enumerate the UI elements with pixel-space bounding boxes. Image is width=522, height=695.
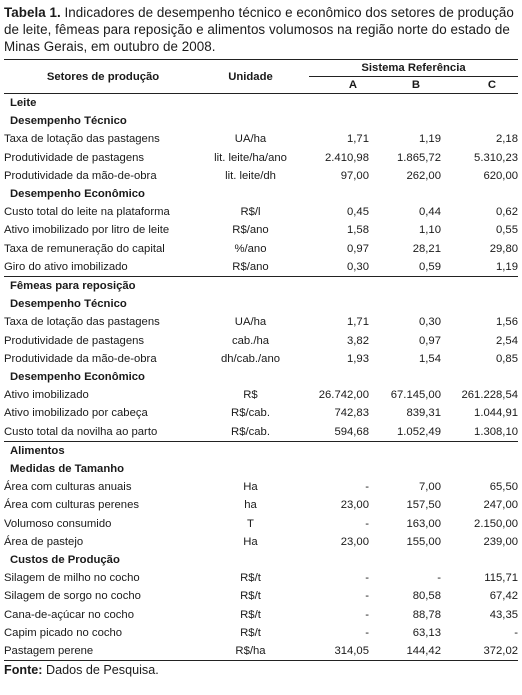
table-body [4,94,518,661]
value-b: 67.145,00 [390,389,441,402]
value-c: 372,02 [441,642,518,661]
row-label: Silagem de milho no cocho [4,572,140,585]
table-row [4,606,518,624]
value-b: 0,44 [419,206,441,219]
header-unidade: Unidade [202,60,299,94]
section-row [4,368,518,386]
row-label: Custo total da novilha ao parto [4,425,158,438]
value-b: 0,97 [419,334,441,347]
row-unit: R$/ano [232,260,269,273]
value-a: 1,93 [347,352,369,365]
row-label: Ativo imobilizado [4,389,89,402]
row-unit: T [247,517,254,530]
value-a: - [365,517,369,530]
table-row [4,386,518,404]
header-col-c: C [441,77,518,94]
table-row [4,423,518,442]
row-label: Custo total do leite na plataforma [4,206,170,219]
value-b: 1.865,72 [397,151,441,164]
value-c: 5.310,23 [474,151,519,164]
value-b: 63,13 [412,626,441,639]
row-label: Ativo imobilizado por cabeça [4,407,148,420]
value-b: 1,10 [419,224,441,237]
table-row [4,149,518,167]
value-a: 26.742,00 [318,389,369,402]
data-table [4,59,518,661]
table-row [4,533,518,551]
table-row [4,332,518,350]
value-c: 0,55 [496,224,519,237]
section-row [4,551,518,569]
row-unit: R$/t [240,590,261,603]
row-unit: R$/t [240,608,261,621]
value-b: 163,00 [406,517,441,530]
section-row [4,460,518,478]
value-c: 620,00 [483,169,519,182]
value-c: 67,42 [489,590,519,603]
value-b: 0,59 [419,260,441,273]
value-a: 742,83 [334,407,369,420]
row-label: Produtividade de pastagens [4,151,145,164]
table-row [4,569,518,587]
section-row [4,441,518,460]
value-c: 2.150,00 [474,517,519,530]
row-unit: R$ [243,389,258,402]
value-c: 247,00 [483,499,519,512]
footer-label: Fonte: [4,663,43,678]
value-a: 1,71 [347,133,369,146]
section-row [4,112,518,130]
row-label: Taxa de remuneração do capital [4,242,165,255]
header-sistema-label: Sistema Referência [309,60,518,77]
table-row [4,478,518,496]
header-setores: Setores de produção [4,60,202,94]
row-unit: Ha [243,481,258,494]
value-c: 1.308,10 [474,425,519,438]
header-col-b: B [369,77,441,94]
table-row [4,624,518,642]
value-a: 0,97 [347,242,369,255]
row-label: Cana-de-açúcar no cocho [4,608,134,621]
section-row [4,185,518,203]
row-label: Giro do ativo imobilizado [4,260,128,273]
table-row [4,404,518,422]
row-label: Produtividade da mão-de-obra [4,169,157,182]
value-b: 157,50 [406,499,441,512]
row-unit: %/ano [234,242,267,255]
section-title: Desempenho Técnico [10,298,127,311]
section-title: Desempenho Econômico [10,371,145,384]
value-c: 0,85 [496,352,519,365]
value-b: 1.052,49 [397,425,441,438]
value-a: 594,68 [334,425,369,438]
section-title: Desempenho Econômico [10,188,145,201]
table-row [4,221,518,239]
value-a: - [365,481,369,494]
row-label: Volumoso consumido [4,517,112,530]
value-c: 1,19 [496,260,519,273]
value-b: 1,19 [419,133,441,146]
value-b: 1,54 [419,352,441,365]
table-row [4,203,518,221]
value-a: - [365,590,369,603]
row-label: Área com culturas anuais [4,481,132,494]
row-label: Ativo imobilizado por litro de leite [4,224,170,237]
value-a: 1,58 [347,224,369,237]
value-b: 28,21 [412,242,441,255]
value-a: - [365,608,369,621]
value-c: 115,71 [484,572,519,585]
table-row [4,167,518,185]
row-unit: ha [244,499,257,512]
section-row [4,295,518,313]
value-b: - [437,572,441,585]
row-unit: cab./ha [231,334,270,347]
row-label: Pastagem perene [4,642,202,661]
value-c: 261.228,54 [461,389,519,402]
section-title: Custos de Produção [10,554,120,567]
footer-text: Dados de Pesquisa. [42,663,159,678]
value-b: 262,00 [406,169,441,182]
row-unit: R$/ha [202,642,299,661]
value-c: 2,54 [496,334,519,347]
value-a: 1,71 [347,316,369,329]
value-b: 80,58 [412,590,441,603]
table-footer [4,663,518,677]
table-row [4,313,518,331]
row-unit: UA/ha [234,133,267,146]
value-c: 1.044,91 [474,407,519,420]
table-row [4,642,518,661]
row-label: Capim picado no cocho [4,626,123,639]
row-unit: R$/cab. [231,407,270,420]
row-unit: R$/t [240,626,261,639]
section-title: Alimentos [4,441,518,460]
value-c: - [514,626,519,639]
section-row [4,277,518,296]
value-b: 88,78 [412,608,441,621]
section-row [4,94,518,113]
table-row [4,515,518,533]
table-row [4,350,518,368]
row-unit: R$/ano [232,224,269,237]
value-a: 0,30 [347,260,369,273]
row-unit: lit. leite/dh [225,169,276,182]
row-unit: dh/cab./ano [220,352,281,365]
value-c: 239,00 [483,535,519,548]
value-c: 43,35 [489,608,519,621]
value-c: 0,62 [496,206,519,219]
value-c: 1,56 [496,316,519,329]
value-b: 839,31 [406,407,441,420]
section-title: Fêmeas para reposição [4,277,518,296]
value-a: 2.410,98 [325,151,369,164]
value-a: - [365,572,369,585]
row-unit: UA/ha [234,316,267,329]
row-unit: R$/t [240,572,261,585]
row-label: Taxa de lotação das pastagens [4,316,160,329]
table-row [4,587,518,605]
value-a: 97,00 [340,169,369,182]
table-caption [4,4,518,55]
value-a: 23,00 [340,535,369,548]
row-label: Produtividade da mão-de-obra [4,352,157,365]
row-label: Área com culturas perenes [4,499,139,512]
caption-label: Tabela 1. [4,5,61,20]
header-col-a: A [299,77,369,94]
value-c: 65,50 [489,481,519,494]
section-title: Leite [4,94,518,113]
value-b: 144,42 [369,642,441,661]
caption-text: Indicadores de desempenho técnico e econômico dos setores de produção de leite, fêmeas para reposição e alimentos volumosos na região norte do estado de Minas Gerais, em outubro de 2008. [4,5,514,54]
row-unit: R$/cab. [231,425,270,438]
value-c: 29,80 [489,242,519,255]
table-row [4,130,518,148]
row-label: Produtividade de pastagens [4,334,145,347]
table-row [4,240,518,258]
value-a: - [365,626,369,639]
section-title: Desempenho Técnico [10,115,127,128]
row-label: Taxa de lotação das pastagens [4,133,160,146]
row-label: Silagem de sorgo no cocho [4,590,141,603]
value-b: 155,00 [406,535,441,548]
value-c: 2,18 [496,133,519,146]
value-b: 7,00 [419,481,441,494]
value-a: 314,05 [299,642,369,661]
row-unit: Ha [243,535,258,548]
row-unit: R$/l [240,206,261,219]
value-a: 3,82 [347,334,369,347]
value-a: 23,00 [340,499,369,512]
value-a: 0,45 [347,206,369,219]
row-unit: lit. leite/ha/ano [214,151,287,164]
section-title: Medidas de Tamanho [10,463,125,476]
row-label: Área de pastejo [4,535,84,548]
value-b: 0,30 [419,316,441,329]
table-row [4,258,518,277]
table-row [4,496,518,514]
header-sistema [299,60,518,78]
